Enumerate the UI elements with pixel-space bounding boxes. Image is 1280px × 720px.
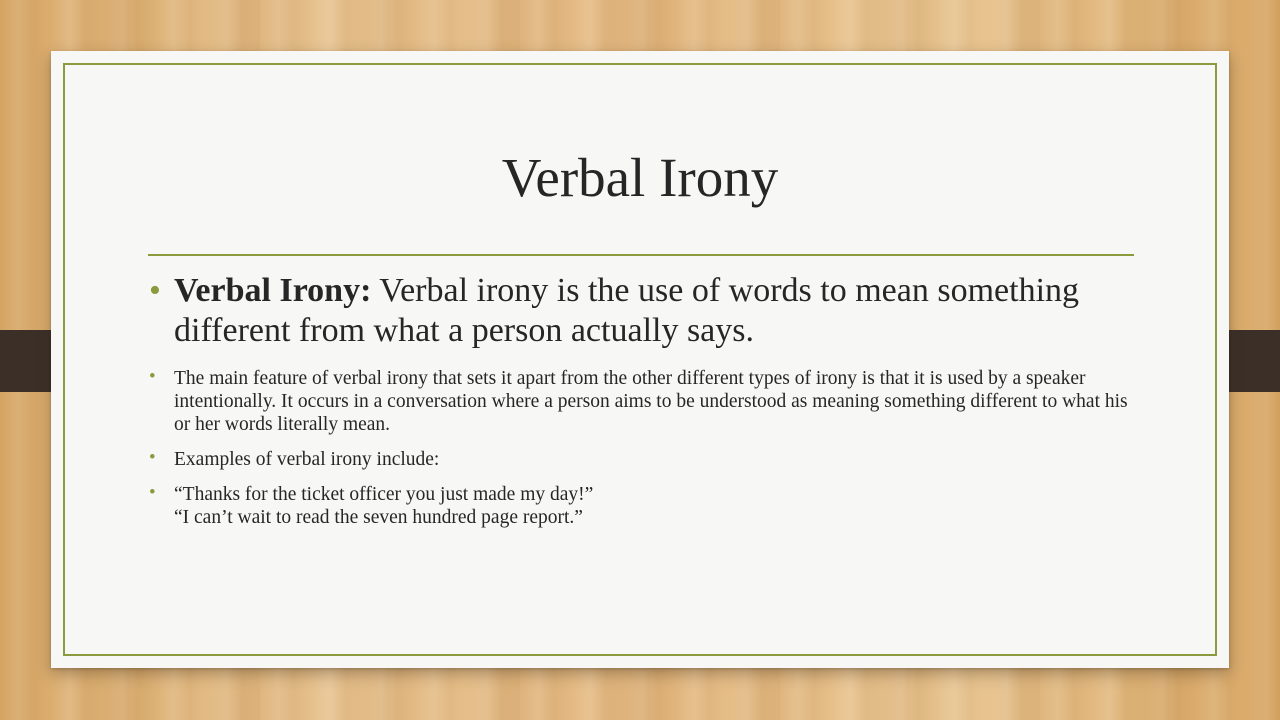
bullet-lead-term: Verbal Irony:	[174, 272, 372, 309]
bullet-examples-intro	[148, 448, 1148, 471]
title-divider	[148, 254, 1134, 256]
slide	[51, 51, 1229, 668]
bullet-examples-intro-text: Examples of verbal irony include:	[174, 449, 440, 470]
example-quote-2: “I can’t wait to read the seven hundred page report.”	[174, 507, 583, 528]
bullet-definition	[148, 271, 1148, 351]
bullet-dot-icon: •	[149, 447, 156, 468]
bullet-dot-icon: •	[149, 482, 156, 503]
slide-title: Verbal Irony	[501, 147, 779, 208]
bullet-definition-text: Verbal irony is the use of words to mean something different from what a person actually says.	[174, 272, 1080, 349]
bullet-dot-icon: •	[149, 366, 156, 387]
bullet-feature-text: The main feature of verbal irony that sets it apart from the other different types of irony is that it is used by a speaker intentionally. It occurs in a conversation where a person aims to be understood as meaning something different to what his or her words literally mean.	[174, 368, 1128, 435]
bullet-feature	[148, 367, 1148, 436]
bullet-dot-icon: •	[149, 272, 161, 309]
slide-content	[148, 271, 1148, 541]
bullet-examples	[148, 483, 1148, 529]
example-quote-1: “Thanks for the ticket officer you just made my day!”	[174, 484, 594, 505]
